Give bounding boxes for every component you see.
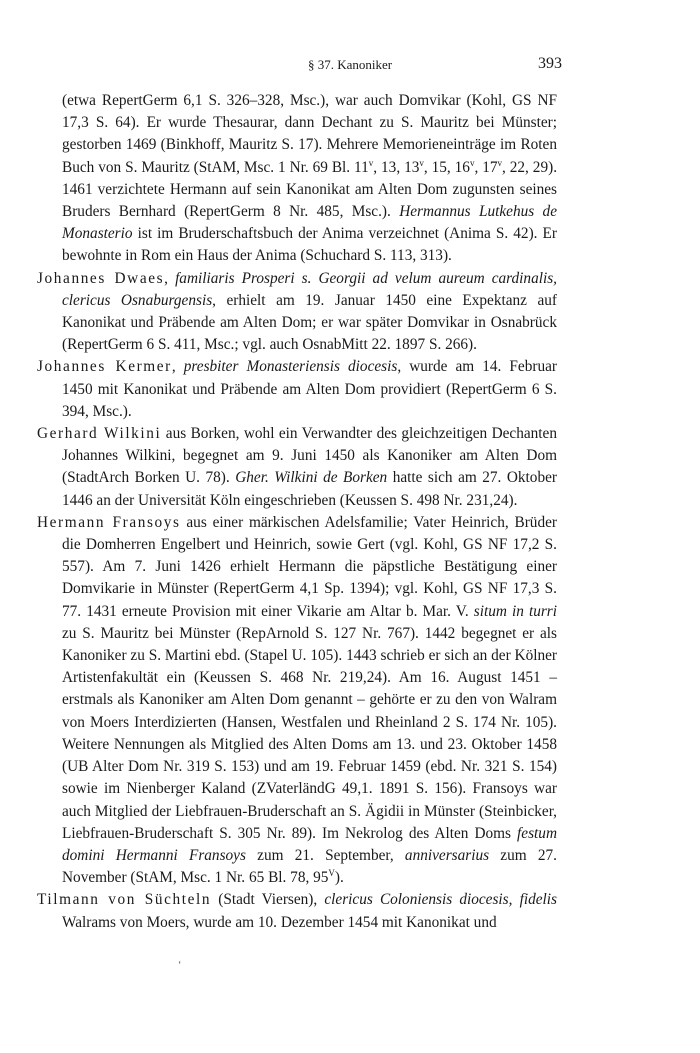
latin-phrase: Hermannus Lutkehus de Monasterio	[62, 203, 557, 243]
latin-phrase: Gher. Wilkini de Borken	[235, 469, 388, 487]
latin-phrase: presbiter Monasteriensis diocesis	[183, 358, 398, 376]
superscript: v	[497, 157, 503, 168]
entry-text: ,	[171, 358, 184, 376]
entry-text: zum 21. September,	[245, 846, 405, 864]
entry-paragraph	[37, 889, 557, 933]
entry-name: Johannes Kermer	[37, 358, 172, 376]
superscript: V	[328, 868, 335, 879]
entry-text: , 15, 16	[423, 158, 470, 176]
entry-paragraph	[37, 356, 557, 423]
latin-phrase: clericus Coloniensis diocesis, fidelis	[324, 891, 557, 909]
entry-text: zu S. Mauritz bei Münster (RepArnold S. 127 Nr. 767). 1442 begegnet er als Kanoniker zu S. Martini ebd. (Stapel U. 105). 1443 schrieb er sich an der Kölner Artistenfakultät ein (Keussen S. 468 Nr. 219,24). Am 16. August 1451 – erstmals als Kanoniker am Alten Dom genannt – gehörte er zu den von Walram von Moers Interdizierten (Hansen, Westfalen und Rheinland 2 S. 174 Nr. 105). Weitere Nennungen als Mitglied des Alten Doms am 13. und 23. Oktober 1458 (UB Alter Dom Nr. 319 S. 153) und am 19. Februar 1459 (ebd. Nr. 321 S. 154) sowie im Nienberger Kaland (ZVaterländG 49,1. 1891 S. 156). Fransoys war auch Mitglied der Liebfrauen-Bruderschaft an S. Ägidii in Münster (Steinbicker, Liebfrauen-Bruderschaft S. 305 Nr. 89). Im Nekrolog des Alten Doms	[62, 624, 557, 842]
latin-phrase: familiaris Prosperi s. Georgii ad velum aureum cardinalis, clericus Osnaburgensis	[62, 269, 557, 309]
entry-text: ist im Bruderschaftsbuch der Anima verzeichnet (Anima S. 42). Er bewohnte in Rom ein Haus der Anima (Schuchard S. 113, 313).	[62, 225, 557, 265]
entry-name: Johannes Dwaes	[37, 269, 165, 287]
entry-text: (etwa RepertGerm 6,1 S. 326–328, Msc.), war auch Domvikar (Kohl, GS NF 17,3 S. 64). Er wurde Thesaurar, dann Dechant zu S. Mauritz bei Münster; gestorben 1469 (Binkhoff, Mauritz S. 17). Mehrere Memorieneinträge im Roten Buch von S. Mauritz (StAM, Msc. 1 Nr. 69 Bl. 11	[62, 92, 557, 176]
latin-phrase: festum domini Hermanni Fransoys	[62, 824, 557, 864]
running-title: § 37. Kanoniker	[307, 57, 393, 72]
page-number: 393	[538, 55, 562, 72]
entry-text: aus Borken, wohl ein Verwandter des gleichzeitigen Dechanten Johannes Wilkini, begegnet am 9. Juni 1450 als Kanoniker am Alten Dom (StadtArch Borken U. 78).	[62, 425, 557, 487]
stray-mark: ‘	[178, 960, 182, 971]
entry-text: , erhielt am 19. Januar 1450 eine Expektanz auf Kanonikat und Präbende am Alten Dom; er war später Domvikar in Osnabrück (RepertGerm 6 S. 411, Msc.; vgl. auch OsnabMitt 22. 1897 S. 266).	[62, 291, 557, 354]
entry-text: ).	[334, 869, 344, 887]
entry-text: (Stadt Viersen),	[211, 891, 325, 909]
entry-text: Walrams von Moers, wurde am 10. Dezember 1454 mit Kanonikat und	[62, 913, 497, 931]
latin-phrase: anniversarius	[404, 846, 490, 864]
entry-text: ,	[164, 269, 176, 287]
entry-text: , 22, 29). 1461 verzichtete Hermann auf sein Kanonikat am Alten Dom zugunsten seines Bruders Bernhard (RepertGerm 8 Nr. 485, Msc.).	[62, 158, 558, 221]
latin-phrase: situm in turri	[473, 602, 557, 620]
running-head	[0, 55, 700, 75]
entry-name: Tilmann von Süchteln	[37, 891, 212, 909]
entry-text: , 17	[474, 158, 498, 176]
entry-text: , wurde am 14. Februar 1450 mit Kanonikat und Präbende am Alten Dom providiert (RepertGerm 6 S. 394, Msc.).	[62, 358, 557, 420]
entry-text: hatte sich am 27. Oktober 1446 an der Universität Köln eingeschrieben (Keussen S. 498 Nr. 231,24).	[62, 469, 557, 509]
entry-text: aus einer märkischen Adelsfamilie; Vater Heinrich, Brüder die Domherren Engelbert und Heinrich, sowie Gert (vgl. Kohl, GS NF 17,2 S. 557). Am 7. Juni 1426 erhielt Hermann die päpstliche Bestätigung einer Domvikarie in Münster (RepertGerm 4,1 Sp. 1394); vgl. Kohl, GS NF 17,3 S. 77. 1431 erneute Provision mit einer Vikarie am Altar b. Mar. V.	[62, 513, 557, 620]
entry-text: , 13, 13	[373, 158, 420, 176]
entry-paragraph	[37, 90, 557, 268]
superscript: v	[368, 157, 374, 168]
superscript: v	[469, 157, 475, 168]
entries-body	[37, 90, 557, 934]
entry-paragraph	[37, 423, 557, 512]
entry-paragraph	[37, 512, 557, 889]
superscript: v	[419, 157, 424, 168]
entry-name: Gerhard Wilkini	[37, 425, 162, 443]
entry-name: Hermann Fransoys	[37, 513, 181, 531]
entry-text: zum 27. November (StAM, Msc. 1 Nr. 65 Bl. 78, 95	[62, 846, 557, 887]
entry-paragraph	[37, 268, 557, 357]
